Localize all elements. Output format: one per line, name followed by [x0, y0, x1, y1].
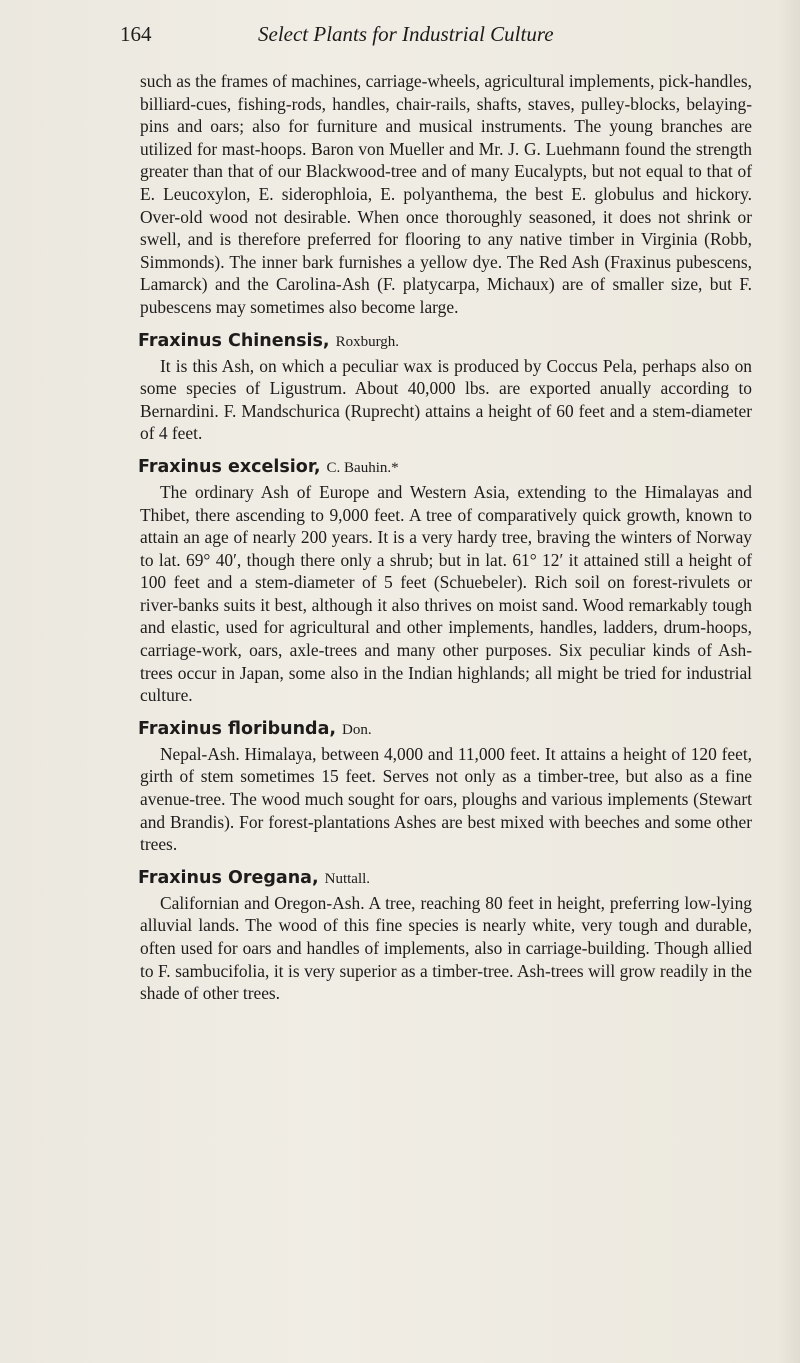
page-edge-shadow — [778, 0, 800, 1363]
entry-heading — [138, 329, 752, 354]
continuation-paragraph: such as the frames of machines, carriage-wheels, agricultural implements, pick-handles, billiard-cues, fishing-rods, handles, chair-rails, shafts, staves, pulley-blocks, belaying-pins and oars; also for furniture and musical instruments. The young branches are utilized for mast-hoops. Baron von Mueller and Mr. J. G. Luehmann found the strength greater than that of our Blackwood-tree and of many Eucalypts, but not equal to that of E. Leucoxylon, E. siderophloia, E. polyanthema, the best E. globulus and hickory. Over-old wood not desirable. When once thoroughly seasoned, it does not shrink or swell, and is therefore preferred for flooring to any native timber in Virginia (Robb, Simmonds). The inner bark furnishes a yellow dye. The Red Ash (Fraxinus pubescens, Lamarck) and the Carolina-Ash (F. platycarpa, Michaux) are of smaller size, but F. pubescens may sometimes also become large. — [140, 71, 752, 317]
entry-heading — [138, 455, 752, 480]
species-authority: Nuttall. — [324, 870, 371, 887]
entry-description: The ordinary Ash of Europe and Western Asia, extending to the Himalayas and Thibet, there ascending to 9,000 feet. A tree of comparatively quick growth, known to attain an age of nearly 200 years. It is a very hardy tree, braving the winters of Norway to lat. 69° 40′, though there only a shrub; but in lat. 61° 12′ it attained still a height of 100 feet and a stem-diameter of 5 feet (Schuebeler). Rich soil on forest-rivulets or river-banks suits it best, although it also thrives on moist sand. Wood remarkably tough and elastic, used for agricultural and other implements, handles, ladders, drum-hoops, carriage-work, oars, axle-trees and many other purposes. Six peculiar kinds of Ash-trees occur in Japan, some also in the Indian highlands; all might be tried for industrial culture. — [140, 481, 752, 706]
entry-heading — [138, 717, 752, 742]
page-header — [120, 22, 660, 50]
entry-fraxinus-excelsior — [140, 455, 752, 707]
entry-fraxinus-oregana — [140, 866, 752, 1005]
entry-description: It is this Ash, on which a peculiar wax is produced by Coccus Pela, perhaps also on some species of Ligustrum. About 40,000 lbs. are exported anually according to Bernardini. F. Mandschurica (Ruprecht) attains a height of 60 feet and a stem-diameter of 4 feet. — [140, 355, 752, 444]
species-name: Fraxinus floribunda, — [138, 718, 337, 739]
entry-description: Nepal-Ash. Himalaya, between 4,000 and 11,000 feet. It attains a height of 120 feet, girth of stem sometimes 15 feet. Serves not only as a timber-tree, but also as a fine avenue-tree. The wood much sought for oars, ploughs and various implements (Stewart and Brandis). For forest-plantations Ashes are best mixed with beeches and some other trees. — [140, 743, 752, 855]
species-name: Fraxinus Chinensis, — [138, 330, 330, 351]
species-authority: Roxburgh. — [335, 333, 400, 350]
page-body — [140, 70, 752, 1005]
entry-heading — [138, 866, 752, 891]
entry-fraxinus-floribunda — [140, 717, 752, 856]
entry-fraxinus-chinensis — [140, 329, 752, 445]
running-title: Select Plants for Industrial Culture — [258, 22, 554, 46]
page-number: 164 — [120, 22, 152, 46]
species-name: Fraxinus Oregana, — [138, 867, 319, 888]
species-authority: C. Bauhin.* — [326, 459, 399, 476]
species-name: Fraxinus excelsior, — [138, 456, 321, 477]
entry-description: Californian and Oregon-Ash. A tree, reaching 80 feet in height, preferring low-lying alluvial lands. The wood of this fine species is nearly white, very tough and durable, often used for oars and handles of implements, also in carriage-building. Though allied to F. sambucifolia, it is very superior as a timber-tree. Ash-trees will grow readily in the shade of other trees. — [140, 892, 752, 1004]
species-authority: Don. — [342, 721, 372, 738]
